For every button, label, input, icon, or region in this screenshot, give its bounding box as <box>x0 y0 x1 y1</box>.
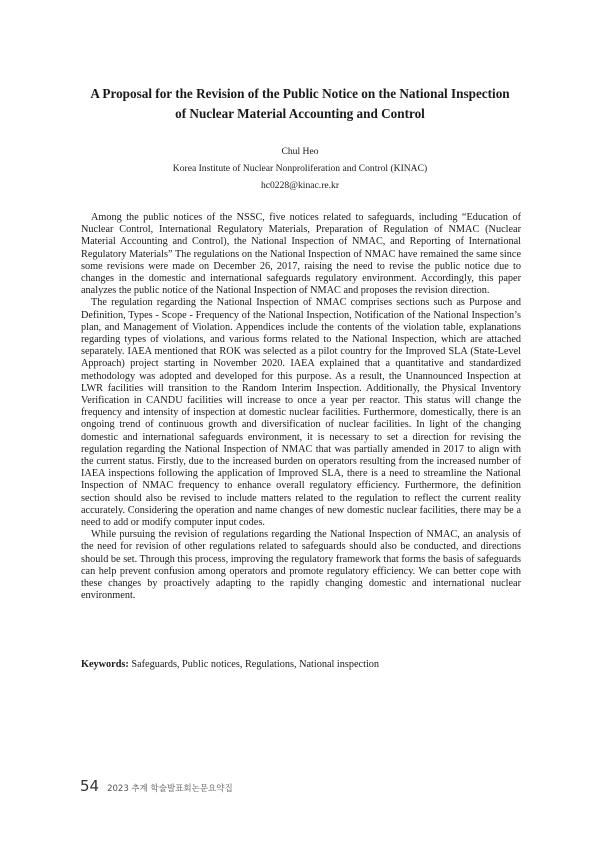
abstract-paragraph-2: The regulation regarding the National Inspection of NMAC comprises sections such as Purpose and Definition, Types - Scope - Frequency of the National Inspection, Notification of the National Inspection’s plan, and Management of Violation. Appendices include the contents of the violation table, explanations regarding types of violations, and various forms related to the National Inspection, which are attached separately. IAEA mentioned that ROK was selected as a pilot country for the Improved SLA (State-Level Approach) project starting in November 2020. IAEA explained that a quantitative and standardized methodology was adopted and developed for this purpose. As a result, the Unannounced Inspection at LWR facilities will transition to the Random Interim Inspection. Additionally, the Physical Inventory Verification in CANDU facilities will increase to once a year per reactor. This status will change the frequency and intensity of inspection at domestic nuclear facilities. Furthermore, domestically, there is an ongoing trend of continuous growth and diversification of nuclear facilities. In light of the changing domestic and international safeguards environment, it is necessary to set a direction for revising the regulation regarding the National Inspection of NMAC that was partially amended in 2017 to align with the current status. Firstly, due to the increased burden on operators resulting from the increased number of IAEA inspections following the application of Improved SLA, there is a need to streamline the National Inspection of NMAC frequency to enhance overall regulatory efficiency. Furthermore, the definition section should also be revised to include matters related to the regulation to reflect the current reality accurately. Considering the operation and name changes of new domestic nuclear facilities, there may be a need to add or modify computer input codes. <box>81 297 521 529</box>
keywords <box>81 658 521 671</box>
footer-text: 2023 추계 학술발표회논문요약집 <box>107 784 233 794</box>
page-number: 54 <box>80 777 100 795</box>
abstract <box>81 212 521 603</box>
title-line-2: of Nuclear Material Accounting and Control <box>175 106 425 121</box>
author-name: Chul Heo <box>281 146 319 157</box>
keywords-text: Safeguards, Public notices, Regulations, National inspection <box>128 659 380 670</box>
abstract-paragraph-1: Among the public notices of the NSSC, five notices related to safeguards, including “Education of Nuclear Control, International Regulatory Materials, Preparation of Regulation of NMAC (Nuclear Material Accounting and Control), the National Inspection of NMAC, and Reporting of International Regulatory Materials” The regulations on the National Inspection of NMAC have remained the same since some revisions were made on December 26, 2017, raising the need to revise the public notice due to changes in the domestic and international safeguards regulatory environment. Accordingly, this paper analyzes the public notice of the National Inspection of NMAC and proposes the revision direction. <box>81 212 521 297</box>
author-email: hc0228@kinac.re.kr <box>260 180 340 191</box>
keywords-label: Keywords: <box>81 659 129 670</box>
page-footer <box>80 777 233 797</box>
abstract-paragraph-3: While pursuing the revision of regulations regarding the National Inspection of NMAC, an analysis of the need for revision of other regulations related to safeguards should also be conducted, and directions should be set. Through this process, improving the regulatory framework that forms the basis of safeguards can help prevent confusion among operators and promote regulatory efficiency. We can better cope with these changes by proactively adapting to the rapidly changing domestic and international nuclear environment. <box>81 529 521 602</box>
paper-title <box>60 84 540 124</box>
title-line-1: A Proposal for the Revision of the Public Notice on the National Inspection <box>90 86 510 101</box>
author-affiliation: Korea Institute of Nuclear Nonproliferation and Control (KINAC) <box>172 163 428 174</box>
